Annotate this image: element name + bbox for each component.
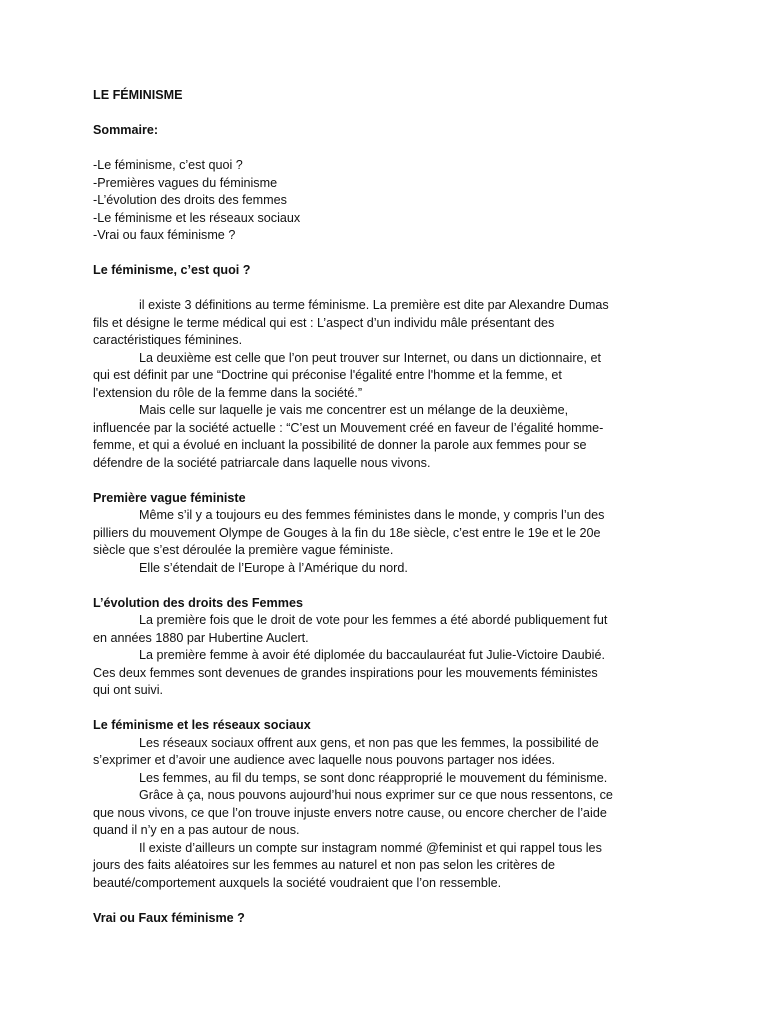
paragraph-line: il existe 3 définitions au terme féminisme. La première est dite par Alexandre Dumas — [139, 298, 609, 312]
paragraph-line: qui est définit par une “Doctrine qui préconise l'égalité entre l'homme et la femme, et — [93, 368, 562, 382]
section-first-wave — [93, 490, 693, 578]
document-page — [93, 87, 693, 945]
section-definition — [93, 262, 693, 472]
paragraph-line: que nous vivons, ce que l’on trouve injuste envers notre cause, ou encore chercher de l’aide — [93, 805, 607, 820]
paragraph-line: siècle que s’est déroulée la première vague féministe. — [93, 543, 394, 557]
paragraph-line: Même s’il y a toujours eu des femmes féministes dans le monde, y compris l’un des — [139, 508, 605, 522]
paragraph-line: Les femmes, au fil du temps, se sont donc réapproprié le mouvement du féminisme. — [139, 770, 608, 785]
section-body — [93, 297, 693, 472]
spacer — [93, 280, 693, 298]
section-rights-evolution — [93, 595, 693, 700]
section-heading: Le féminisme et les réseaux sociaux — [93, 718, 311, 732]
paragraph-line: jours des faits aléatoires sur les femmes au naturel et non pas selon les critères de — [93, 858, 556, 872]
summary-item: -Premières vagues du féminisme — [93, 175, 278, 190]
paragraph-line: La première femme à avoir été diplomée du baccaulauréat fut Julie-Victoire Daubié. — [139, 648, 605, 662]
paragraph-line: Mais celle sur laquelle je vais me concentrer est un mélange de la deuxième, — [139, 403, 569, 417]
section-heading: Première vague féministe — [93, 490, 246, 505]
paragraph-line: caractéristiques féminines. — [93, 333, 243, 347]
summary-item: -Le féminisme, c’est quoi ? — [93, 158, 243, 172]
section-heading: Vrai ou Faux féminisme ? — [93, 910, 245, 925]
summary-item: -L’évolution des droits des femmes — [93, 193, 287, 207]
section-body — [93, 735, 693, 893]
paragraph-line: pilliers du mouvement Olympe de Gouges à la fin du 18e siècle, c’est entre le 19e et le 20e — [93, 525, 601, 540]
paragraph-line: en années 1880 par Hubertine Auclert. — [93, 630, 309, 645]
paragraph-line: La première fois que le droit de vote pour les femmes a été abordé publiquement fut — [139, 613, 608, 627]
paragraph-line: Grâce à ça, nous pouvons aujourd’hui nous exprimer sur ce que nous ressentons, ce — [139, 788, 613, 802]
summary-heading: Sommaire: — [93, 123, 159, 137]
paragraph-line: l'extension du rôle de la femme dans la société.” — [93, 385, 363, 400]
paragraph-line: La deuxième est celle que l’on peut trouver sur Internet, ou dans un dictionnaire, et — [139, 350, 602, 365]
paragraph-line: Elle s’étendait de l’Europe à l’Amérique du nord. — [139, 560, 408, 575]
summary-list — [93, 157, 693, 245]
paragraph-line: Les réseaux sociaux offrent aux gens, et non pas que les femmes, la possibilité de — [139, 735, 599, 750]
paragraph-line: femme, et qui a évolué en incluant la possibilité de donner la parole aux femmes pour se — [93, 438, 587, 452]
section-social-networks — [93, 717, 693, 892]
section-body — [93, 612, 693, 700]
section-true-false — [93, 910, 693, 928]
summary-item: -Vrai ou faux féminisme ? — [93, 228, 236, 242]
section-heading: L’évolution des droits des Femmes — [93, 595, 303, 610]
paragraph-line: Ces deux femmes sont devenues de grandes inspirations pour les mouvements féministes — [93, 665, 598, 680]
paragraph-line: fils et désigne le terme médical qui est : L’aspect d’un individu mâle présentant des — [93, 315, 555, 330]
paragraph-line: qui ont suivi. — [93, 683, 164, 697]
paragraph-line: quand il n’y en a pas autour de nous. — [93, 823, 300, 837]
section-heading: Le féminisme, c’est quoi ? — [93, 263, 251, 277]
paragraph-line: Il existe d’ailleurs un compte sur instagram nommé @feminist et qui rappel tous les — [139, 840, 602, 855]
paragraph-line: s’exprimer et d’avoir une audience avec laquelle nous pouvons partager nos idées. — [93, 753, 556, 767]
paragraph-line: défendre de la société patriarcale dans laquelle nous vivons. — [93, 455, 431, 470]
document-title: LE FÉMINISME — [93, 88, 183, 102]
paragraph-line: beauté/comportement auxquels la société voudraient que l’on ressemble. — [93, 875, 502, 890]
paragraph-line: influencée par la société actuelle : “C’est un Mouvement créé en faveur de l’égalité homme- — [93, 420, 604, 435]
section-body — [93, 507, 693, 577]
summary-item: -Le féminisme et les réseaux sociaux — [93, 210, 301, 225]
